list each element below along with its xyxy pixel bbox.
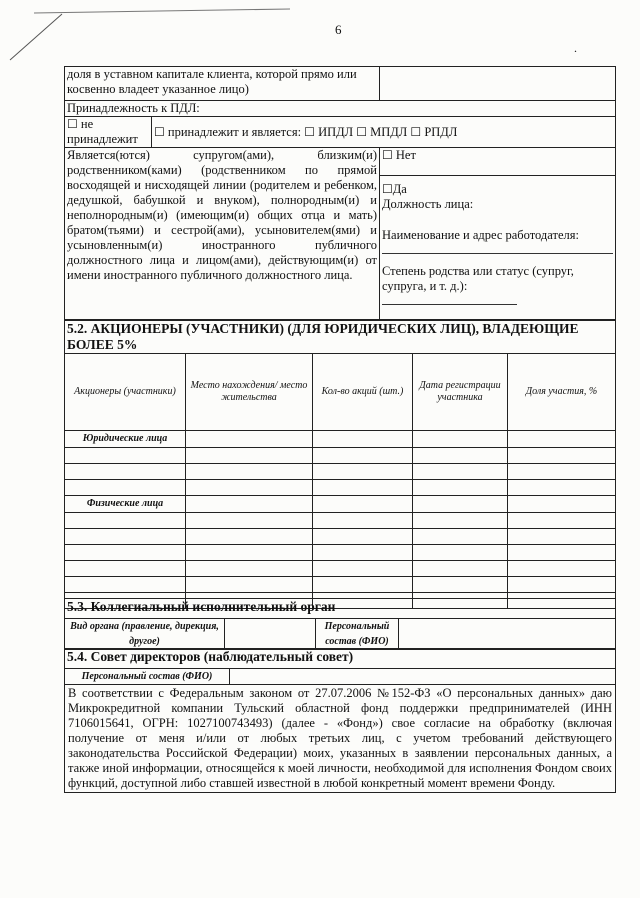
table-row [65, 464, 616, 480]
rpdl-option[interactable]: ☐ РПДЛ [410, 124, 458, 139]
no-option[interactable]: ☐ Нет [382, 148, 416, 162]
checkbox-icon: ☐ [304, 124, 315, 139]
table-row [65, 529, 616, 545]
checkbox-icon: ☐ [410, 124, 422, 139]
table-row [65, 577, 616, 593]
board-table [64, 648, 616, 793]
checkbox-icon: ☐ [154, 124, 165, 139]
personnel-field[interactable] [399, 619, 616, 650]
board-personnel-field[interactable] [230, 669, 616, 685]
ipdl-option[interactable]: ☐ ИПДЛ [304, 124, 354, 139]
relation-line[interactable] [382, 304, 517, 305]
mpdl-option[interactable]: ☐ МПДЛ [356, 124, 408, 139]
belongs-options [152, 117, 616, 147]
col-share-percent: Доля участия, % [508, 354, 616, 431]
col-shares: Кол-во акций (шт.) [313, 354, 413, 431]
yes-option[interactable]: ☐Да [382, 182, 407, 196]
table-row [65, 448, 616, 464]
checkbox-icon: ☐ [382, 182, 393, 196]
pdl-table [64, 66, 616, 320]
body-type-field[interactable] [225, 619, 316, 650]
section-5-2-title: 5.2. АКЦИОНЕРЫ (УЧАСТНИКИ) (ДЛЯ ЮРИДИЧЕСКИХ ЛИЦ), ВЛАДЕЮЩИЕ БОЛЕЕ 5% [65, 321, 616, 354]
belongs-option[interactable]: ☐ принадлежит и является: [154, 124, 302, 139]
pdl-label: Принадлежность к ПДЛ: [65, 101, 616, 117]
relative-text: Является(ются) супругом(ами), близким(и) родственником(ками) (родственником по прямой восходящей и нисходящей линии (родителем и ребенком, дедушкой, бабушкой и внуком), полнородным(и) и неполнородным(и) (имеющим(и) общих отца и мать) братом(тьями) и сестрой(ами), усыновителем(ями) и усыновленным(и) иностранного публичного должностного лица и лицом(ами), действующим(и) от имени иностранного публичного должностного лица. [65, 148, 380, 320]
table-row [65, 561, 616, 577]
natural-persons-label: Физические лица [65, 496, 186, 513]
checkbox-icon: ☐ [356, 124, 368, 139]
table-row [65, 480, 616, 496]
relation-label: Степень родства или статус (супруг, супруга, и т. д.): [382, 264, 574, 293]
board-personnel-label: Персональный состав (ФИО) [65, 669, 230, 685]
table-row [65, 513, 616, 529]
col-shareholders: Акционеры (участники) [65, 354, 186, 431]
employer-line[interactable] [382, 253, 613, 254]
page-number: 6 [335, 22, 342, 37]
body-type-label: Вид органа (правление, дирекция, другое) [65, 619, 225, 650]
checkbox-icon: ☐ [67, 117, 78, 131]
table-row [65, 545, 616, 561]
not-belongs-option[interactable]: ☐ не принадлежит [65, 117, 152, 147]
col-reg-date: Дата регистрации участника [413, 354, 508, 431]
employer-label: Наименование и адрес работодателя: [382, 228, 579, 242]
legal-entities-label: Юридические лица [65, 431, 186, 448]
scan-corner-lines [0, 0, 300, 70]
section-5-3-title: 5.3. Коллегиальный исполнительный орган [65, 599, 616, 619]
shareholders-table [64, 320, 616, 609]
section-5-4-title: 5.4. Совет директоров (наблюдательный совет) [65, 649, 616, 669]
checkbox-icon: ☐ [382, 148, 393, 162]
share-text: доля в уставном капитале клиента, которой прямо или косвенно владеет указанное лицо) [65, 67, 380, 101]
position-label: Должность лица: [382, 197, 474, 211]
col-location: Место нахождения/ место жительства [186, 354, 313, 431]
executive-body-table [64, 598, 616, 650]
consent-text: В соответствии с Федеральным законом от 27.07.2006 №152-ФЗ «О персональных данных» даю Микрокредитной компании Тульский областной фонд поддержки предпринимателей (ИНН 7106015641, ОГРН: 1027100743493) (далее - «Фонд») свое согласие на обработку (включая получение от меня и/или от любых третьих лиц, с учетом требований действующего законодательства Российской Федерации) моих, указанных в заявлении персональных данных, а также иной информации, относящейся к моей личности, необходимой для исполнения Фондом своих функций, доступной либо ставшей известной в любой конкретный момент времени Фонду. [65, 685, 616, 793]
scan-dot: . [574, 41, 577, 55]
personnel-label: Персональный состав (ФИО) [316, 619, 399, 650]
